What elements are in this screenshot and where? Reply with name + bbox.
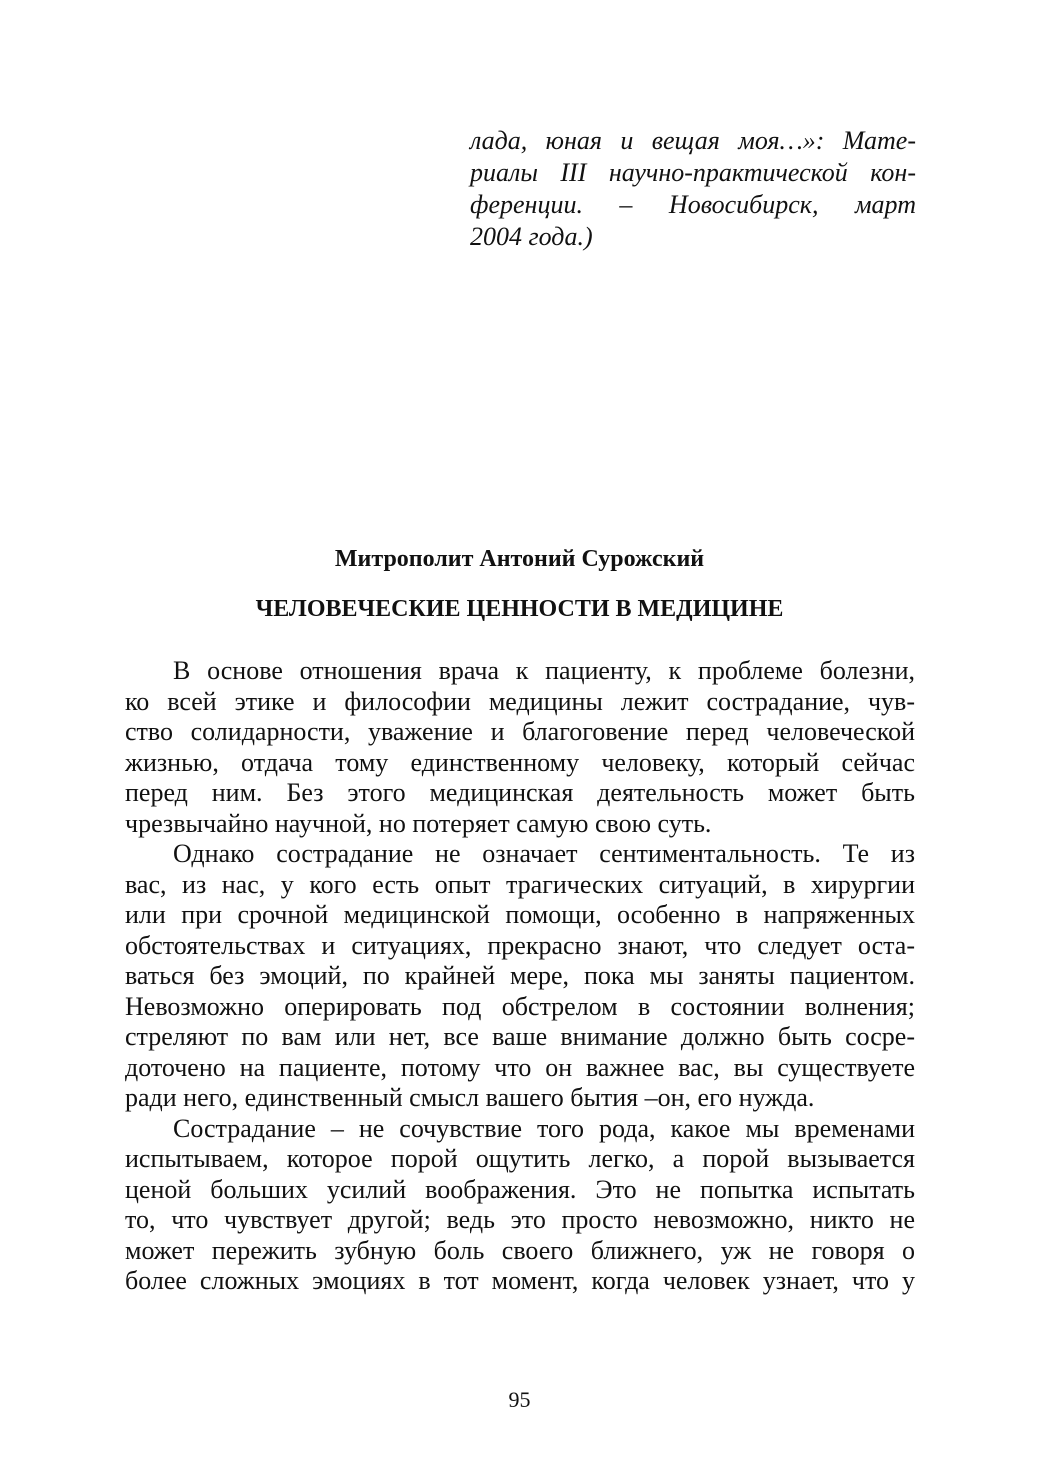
body-line: ко всей этике и философии медицины лежит сострадание, чув- (125, 686, 915, 716)
body-line: может пережить зубную боль своего ближнего, уж не говоря о (125, 1235, 915, 1265)
epigraph-line: 2004 года.) (470, 222, 593, 251)
article-title: ЧЕЛОВЕЧЕСКИЕ ЦЕННОСТИ В МЕДИЦИНЕ (255, 596, 784, 622)
body-line: ство солидарности, уважение и благоговение перед человеческой (125, 717, 915, 746)
body-line: то, что чувствует другой; ведь это просто невозможно, никто не (125, 1205, 915, 1234)
body-line: или при срочной медицинской помощи, особенно в напряженных (125, 900, 915, 929)
body-line: более сложных эмоциях в тот момент, когда человек узнает, что у (125, 1266, 915, 1295)
body-line: перед ним. Без этого медицинская деятельность может быть (125, 778, 915, 807)
body-line: В основе отношения врача к пациенту, к проблеме болезни, (173, 656, 915, 685)
body-line: Однако сострадание не означает сентиментальность. Те из (173, 839, 915, 868)
epigraph-line: ференции. – Новосибирск, март (470, 190, 916, 219)
body-line: ради него, единственный смысл вашего бытия –он, его нужда. (125, 1083, 815, 1112)
page-number: 95 (508, 1387, 531, 1412)
body-line: вас, из нас, у кого есть опыт трагических ситуаций, в хирургии (125, 869, 915, 899)
epigraph-line: лада, юная и вещая моя…»: Мате- (470, 126, 916, 155)
article-body (125, 656, 915, 1297)
body-line: доточено на пациенте, потому что он важнее вас, вы существуете (125, 1052, 915, 1082)
body-line: чрезвычайно научной, но потеряет самую свою суть. (125, 808, 712, 838)
body-line: стреляют по вам или нет, все ваше внимание должно быть сосре- (125, 1022, 915, 1051)
body-line: обстоятельствах и ситуациях, прекрасно знают, что следует оста- (125, 930, 915, 960)
epigraph-source (470, 125, 916, 253)
body-line: испытываем, которое порой ощутить легко, а порой вызывается (125, 1144, 915, 1173)
body-line: Сострадание – не сочувствие того рода, какое мы временами (173, 1113, 915, 1143)
epigraph-line: риалы III научно-практической кон- (470, 158, 916, 187)
body-line: жизнью, отдача тому единственному человеку, который сейчас (125, 747, 915, 777)
body-line: ваться без эмоций, по крайней мере, пока мы заняты пациентом. (125, 961, 915, 990)
body-line: Невозможно оперировать под обстрелом в состоянии волнения; (125, 991, 915, 1021)
body-line: ценой больших усилий воображения. Это не попытка испытать (125, 1174, 915, 1204)
article-author: Митрополит Антоний Сурожский (334, 546, 705, 572)
